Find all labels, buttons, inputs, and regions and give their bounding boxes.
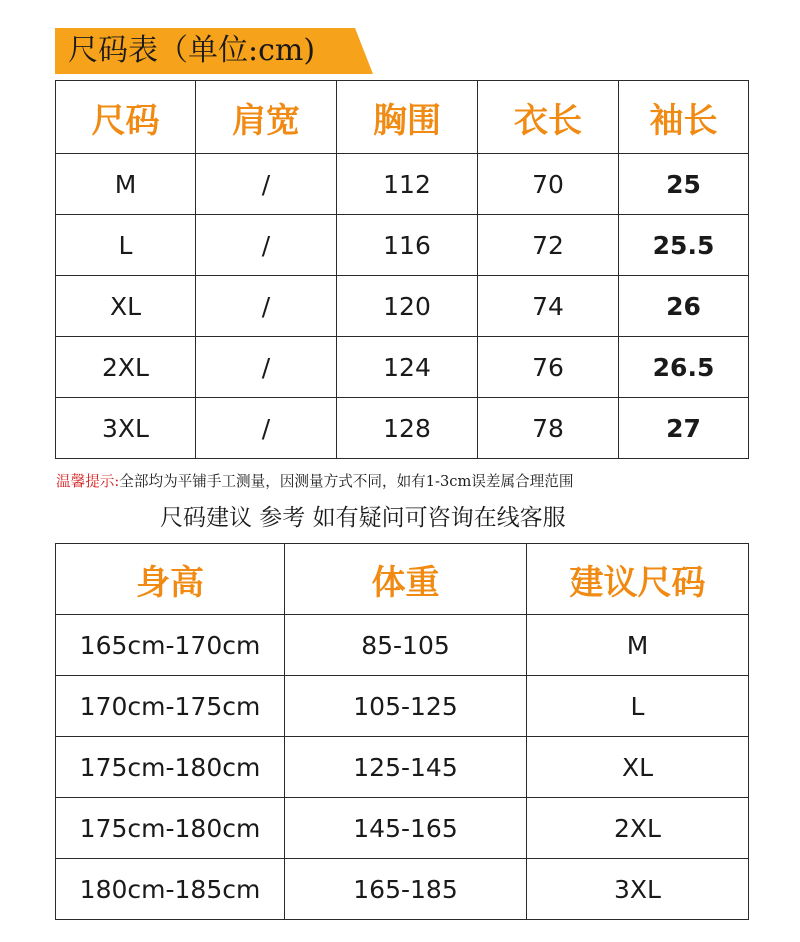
cell-length: 78 [478,398,619,459]
header-shoulder: 肩宽 [196,81,337,154]
cell-weight: 105-125 [285,676,527,737]
cell-height: 175cm-180cm [56,737,285,798]
header-height: 身高 [56,544,285,615]
cell-chest: 128 [337,398,478,459]
cell-weight: 145-165 [285,798,527,859]
table-row [56,154,749,215]
cell-height: 180cm-185cm [56,859,285,920]
cell-sleeve: 26 [619,276,749,337]
tip-text: 全部均为平铺手工测量，因测量方式不同，如有1-3cm误差属合理范围 [119,473,574,490]
cell-shoulder: / [196,337,337,398]
cell-height: 170cm-175cm [56,676,285,737]
measurement-tip [56,470,573,494]
cell-size: L [56,215,196,276]
size-table [55,80,749,459]
cell-size: XL [56,276,196,337]
recommendation-header-row [56,544,749,615]
header-recommended-size: 建议尺码 [527,544,749,615]
cell-size: 3XL [56,398,196,459]
cell-shoulder: / [196,276,337,337]
cell-length: 70 [478,154,619,215]
cell-chest: 120 [337,276,478,337]
table-row [56,398,749,459]
cell-sleeve: 27 [619,398,749,459]
header-length: 衣长 [478,81,619,154]
cell-recommended-size: L [527,676,749,737]
tip-label: 温馨提示: [56,473,120,490]
cell-weight: 125-145 [285,737,527,798]
cell-weight: 85-105 [285,615,527,676]
table-row [56,276,749,337]
cell-size: 2XL [56,337,196,398]
cell-length: 76 [478,337,619,398]
cell-chest: 116 [337,215,478,276]
header-sleeve: 袖长 [619,81,749,154]
cell-shoulder: / [196,215,337,276]
cell-length: 74 [478,276,619,337]
recommendation-table [55,543,749,920]
cell-recommended-size: M [527,615,749,676]
cell-recommended-size: 3XL [527,859,749,920]
cell-weight: 165-185 [285,859,527,920]
cell-shoulder: / [196,398,337,459]
size-chart-title: 尺码表（单位:cm) [68,33,316,68]
cell-height: 175cm-180cm [56,798,285,859]
table-row [56,615,749,676]
header-size: 尺码 [56,81,196,154]
cell-shoulder: / [196,154,337,215]
cell-length: 72 [478,215,619,276]
cell-size: M [56,154,196,215]
cell-sleeve: 26.5 [619,337,749,398]
cell-sleeve: 25.5 [619,215,749,276]
table-row [56,215,749,276]
table-row [56,859,749,920]
size-table-header-row [56,81,749,154]
cell-chest: 112 [337,154,478,215]
table-row [56,676,749,737]
cell-chest: 124 [337,337,478,398]
size-advice-note: 尺码建议 参考 如有疑问可咨询在线客服 [160,505,566,531]
cell-recommended-size: 2XL [527,798,749,859]
cell-height: 165cm-170cm [56,615,285,676]
table-row [56,737,749,798]
table-row [56,337,749,398]
table-row [56,798,749,859]
header-weight: 体重 [285,544,527,615]
cell-recommended-size: XL [527,737,749,798]
cell-sleeve: 25 [619,154,749,215]
header-chest: 胸围 [337,81,478,154]
